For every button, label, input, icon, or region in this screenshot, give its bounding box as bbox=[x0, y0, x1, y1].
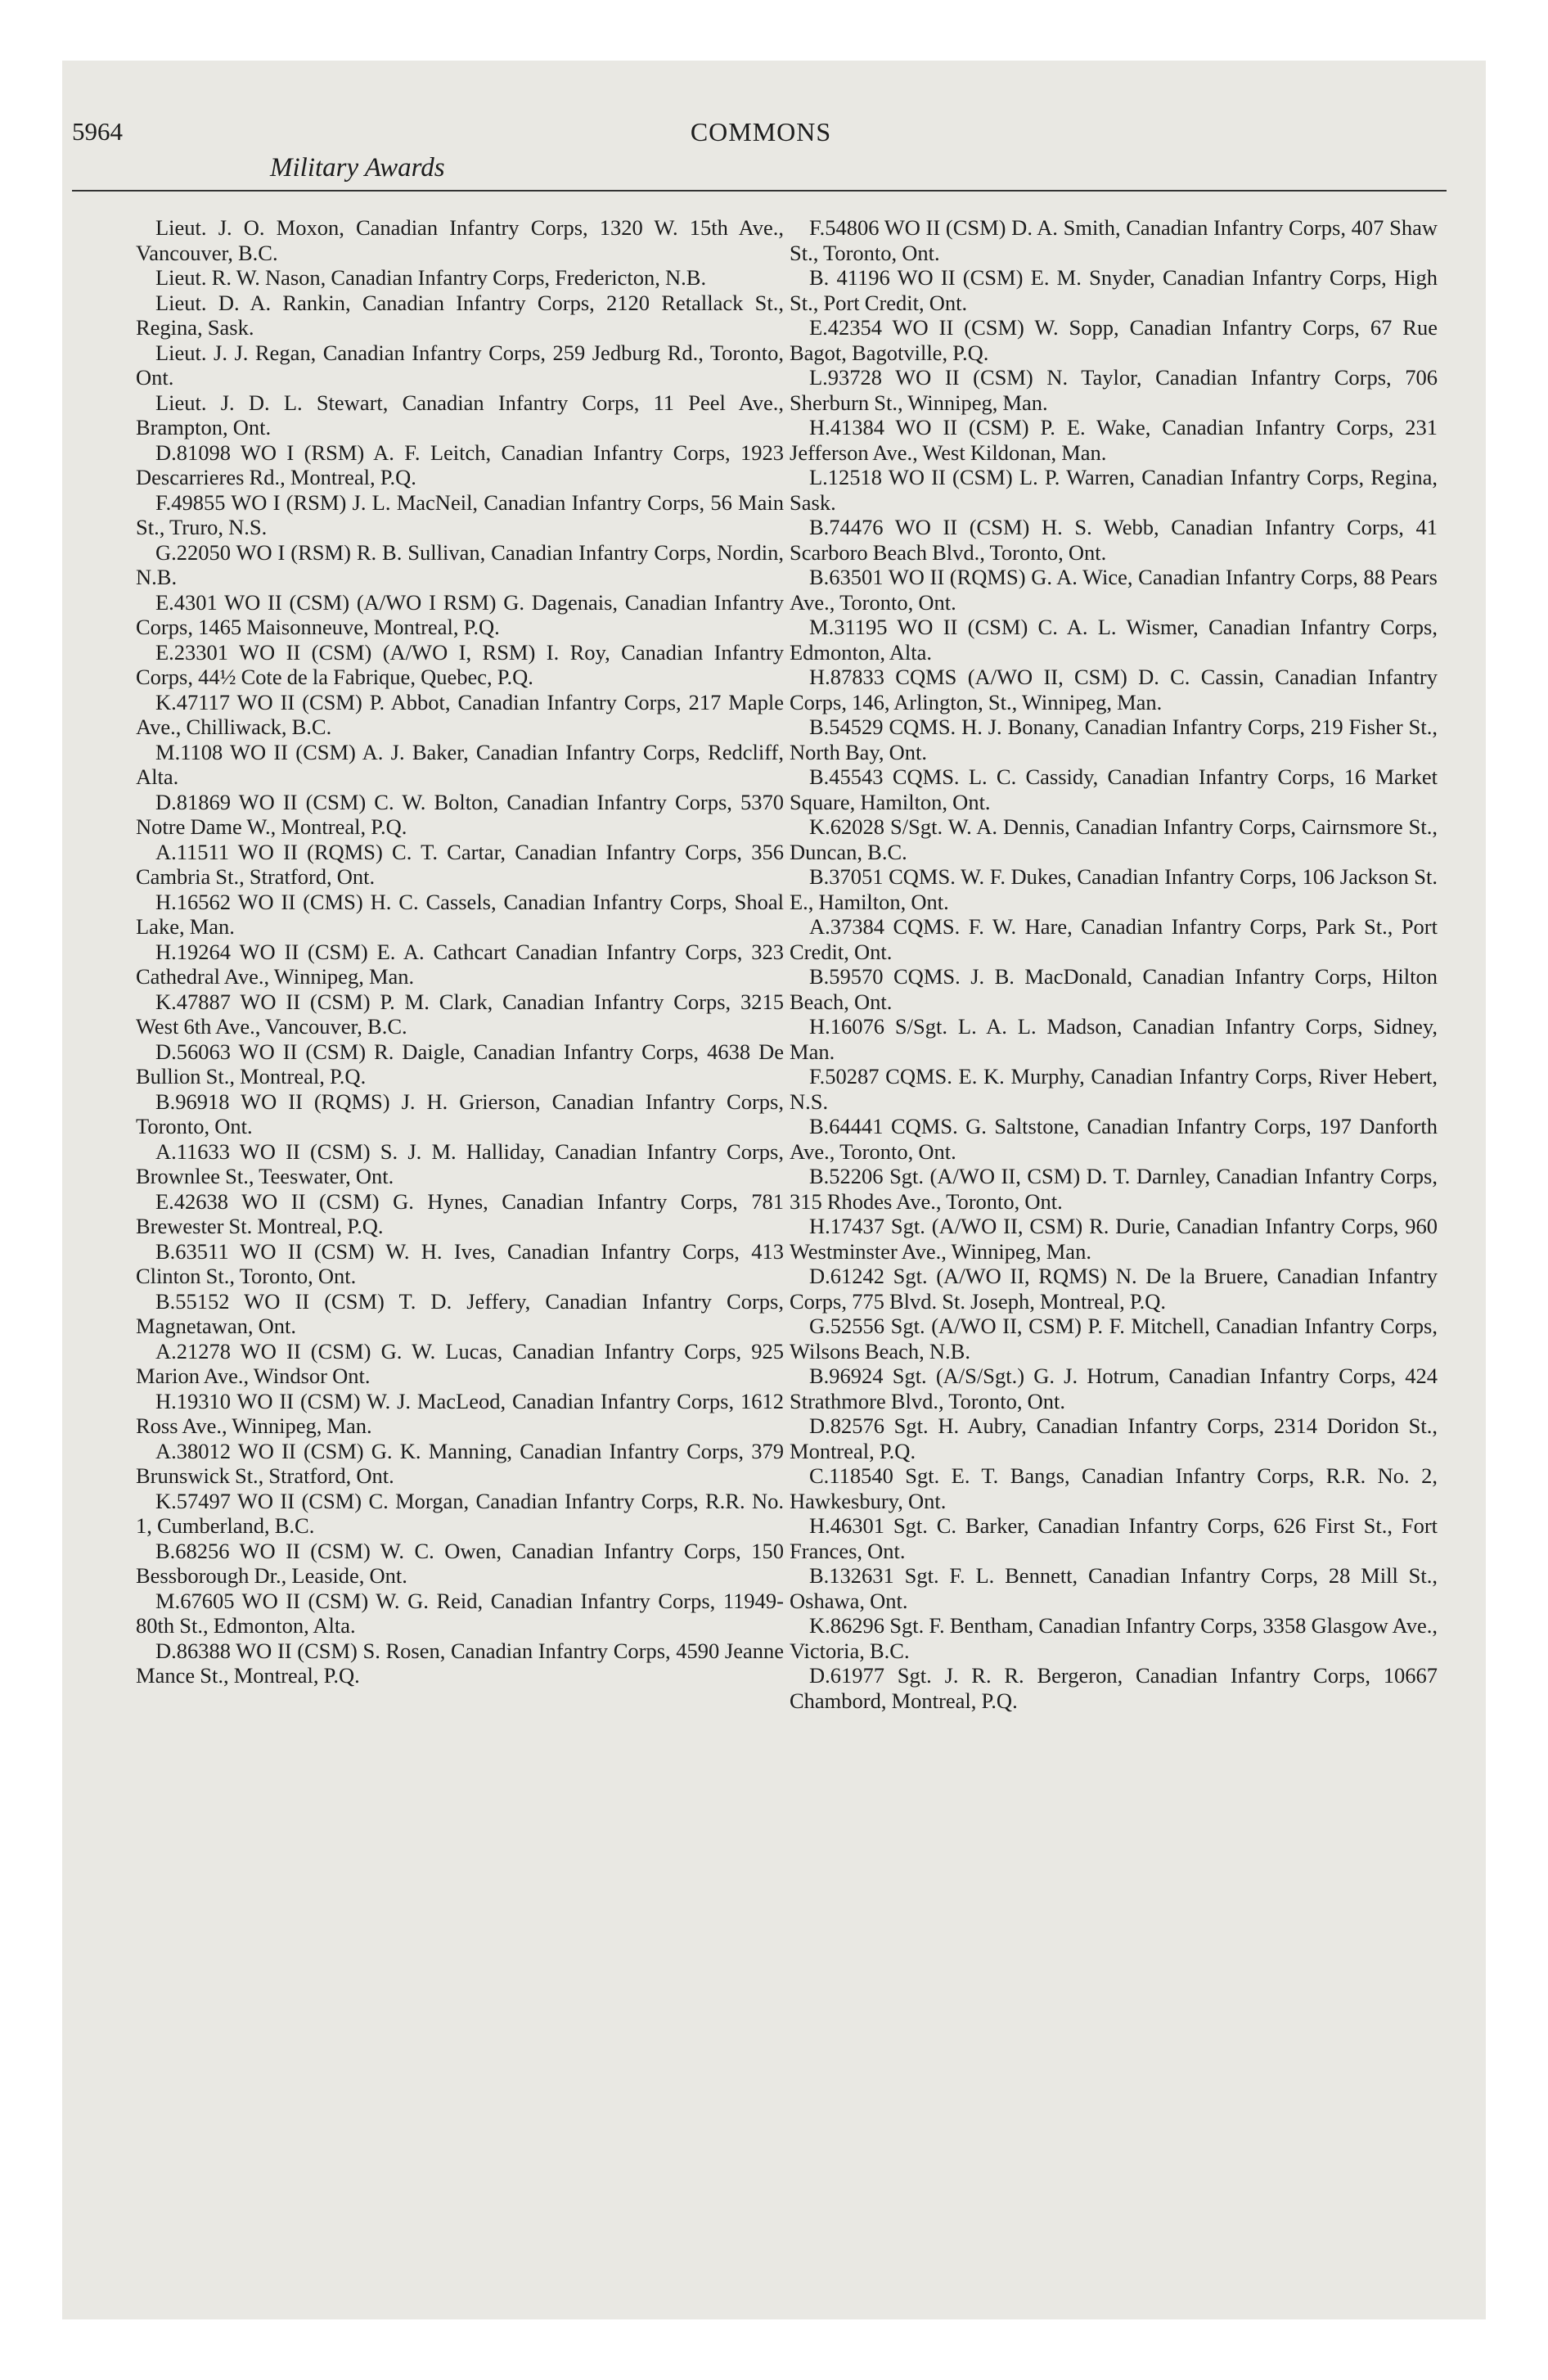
award-entry: E.42638 WO II (CSM) G. Hynes, Canadian Infantry Corps, 781 Brewester St. Montreal, P.Q. bbox=[136, 1188, 784, 1238]
award-entry: D.81098 WO I (RSM) A. F. Leitch, Canadian Infantry Corps, 1923 Descarrieres Rd., Montreal, P.Q. bbox=[136, 439, 784, 489]
page-number: 5964 bbox=[72, 117, 123, 146]
award-entry: B.74476 WO II (CSM) H. S. Webb, Canadian Infantry Corps, 41 Scarboro Beach Blvd., Toronto, Ont. bbox=[790, 515, 1438, 565]
award-entry: D.61977 Sgt. J. R. R. Bergeron, Canadian Infantry Corps, 10667 Chambord, Montreal, P.Q. bbox=[790, 1663, 1438, 1713]
award-entry: Lieut. J. J. Regan, Canadian Infantry Corps, 259 Jedburg Rd., Toronto, Ont. bbox=[136, 340, 784, 390]
award-entry: B.96924 Sgt. (A/S/Sgt.) G. J. Hotrum, Canadian Infantry Corps, 424 Strathmore Blvd., Toronto, Ont. bbox=[790, 1364, 1438, 1413]
award-entry: Lieut. R. W. Nason, Canadian Infantry Corps, Fredericton, N.B. bbox=[155, 265, 707, 290]
award-entry: M.31195 WO II (CSM) C. A. L. Wismer, Canadian Infantry Corps, Edmonton, Alta. bbox=[790, 615, 1438, 665]
award-entry: M.1108 WO II (CSM) A. J. Baker, Canadian Infantry Corps, Redcliff, Alta. bbox=[136, 739, 784, 789]
award-entry: K.47117 WO II (CSM) P. Abbot, Canadian Infantry Corps, 217 Maple Ave., Chilliwack, B.C. bbox=[136, 689, 784, 739]
award-entry: E.42354 WO II (CSM) W. Sopp, Canadian Infantry Corps, 67 Rue Bagot, Bagotville, P.Q. bbox=[790, 315, 1438, 365]
award-entry: D.61242 Sgt. (A/WO II, RQMS) N. De la Bruere, Canadian Infantry Corps, 775 Blvd. St. Joseph, Montreal, P.Q. bbox=[790, 1264, 1438, 1314]
award-entry: K.62028 S/Sgt. W. A. Dennis, Canadian Infantry Corps, Cairnsmore St., Duncan, B.C. bbox=[790, 814, 1438, 864]
award-entry: K.86296 Sgt. F. Bentham, Canadian Infantry Corps, 3358 Glasgow Ave., Victoria, B.C. bbox=[790, 1613, 1438, 1663]
section-title: COMMONS bbox=[690, 117, 832, 146]
award-entry: A.11511 WO II (RQMS) C. T. Cartar, Canadian Infantry Corps, 356 Cambria St., Stratford, Ont. bbox=[136, 839, 784, 889]
award-entry: H.41384 WO II (CSM) P. E. Wake, Canadian Infantry Corps, 231 Jefferson Ave., West Kildonan, Man. bbox=[790, 415, 1438, 465]
award-entry: D.56063 WO II (CSM) R. Daigle, Canadian Infantry Corps, 4638 De Bullion St., Montreal, P.Q. bbox=[136, 1039, 784, 1089]
award-entry: B.132631 Sgt. F. L. Bennett, Canadian Infantry Corps, 28 Mill St., Oshawa, Ont. bbox=[790, 1563, 1438, 1613]
award-entry: B.63511 WO II (CSM) W. H. Ives, Canadian Infantry Corps, 413 Clinton St., Toronto, Ont. bbox=[136, 1238, 784, 1288]
award-entry: B.63501 WO II (RQMS) G. A. Wice, Canadian Infantry Corps, 88 Pears Ave., Toronto, Ont. bbox=[790, 565, 1438, 615]
award-entry: Lieut. J. O. Moxon, Canadian Infantry Corps, 1320 W. 15th Ave., Vancouver, B.C. bbox=[136, 215, 784, 265]
award-entry: C.118540 Sgt. E. T. Bangs, Canadian Infantry Corps, R.R. No. 2, Hawkesbury, Ont. bbox=[790, 1463, 1438, 1513]
award-entry: H.46301 Sgt. C. Barker, Canadian Infantry Corps, 626 First St., Fort Frances, Ont. bbox=[790, 1513, 1438, 1563]
award-entry: Lieut. D. A. Rankin, Canadian Infantry Corps, 2120 Retallack St., Regina, Sask. bbox=[136, 290, 784, 340]
award-entry: M.67605 WO II (CSM) W. G. Reid, Canadian Infantry Corps, 11949-80th St., Edmonton, Alta. bbox=[136, 1588, 784, 1638]
award-entry: B.54529 CQMS. H. J. Bonany, Canadian Infantry Corps, 219 Fisher St., North Bay, Ont. bbox=[790, 714, 1438, 764]
award-entry: A.21278 WO II (CSM) G. W. Lucas, Canadian Infantry Corps, 925 Marion Ave., Windsor Ont. bbox=[136, 1338, 784, 1388]
award-entry: B.68256 WO II (CSM) W. C. Owen, Canadian Infantry Corps, 150 Bessborough Dr., Leaside, Ont. bbox=[136, 1538, 784, 1588]
award-entry: B.64441 CQMS. G. Saltstone, Canadian Infantry Corps, 197 Danforth Ave., Toronto, Ont. bbox=[790, 1114, 1438, 1164]
award-entry: H.19310 WO II (CSM) W. J. MacLeod, Canadian Infantry Corps, 1612 Ross Ave., Winnipeg, Man. bbox=[136, 1388, 784, 1438]
award-entry: F.50287 CQMS. E. K. Murphy, Canadian Infantry Corps, River Hebert, N.S. bbox=[790, 1064, 1438, 1114]
right-column bbox=[790, 215, 1438, 1713]
award-entry: A.11633 WO II (CSM) S. J. M. Halliday, Canadian Infantry Corps, Brownlee St., Teeswater, Ont. bbox=[136, 1138, 784, 1188]
award-entry: F.49855 WO I (RSM) J. L. MacNeil, Canadian Infantry Corps, 56 Main St., Truro, N.S. bbox=[136, 489, 784, 539]
award-entry: B.37051 CQMS. W. F. Dukes, Canadian Infantry Corps, 106 Jackson St. E., Hamilton, Ont. bbox=[790, 864, 1438, 914]
award-entry: H.16076 S/Sgt. L. A. L. Madson, Canadian Infantry Corps, Sidney, Man. bbox=[790, 1014, 1438, 1064]
award-entry: G.22050 WO I (RSM) R. B. Sullivan, Canadian Infantry Corps, Nordin, N.B. bbox=[136, 539, 784, 589]
award-entry: B.96918 WO II (RQMS) J. H. Grierson, Canadian Infantry Corps, Toronto, Ont. bbox=[136, 1089, 784, 1138]
award-entry: B.52206 Sgt. (A/WO II, CSM) D. T. Darnley, Canadian Infantry Corps, 315 Rhodes Ave., Toronto, Ont. bbox=[790, 1164, 1438, 1214]
award-entry: L.12518 WO II (CSM) L. P. Warren, Canadian Infantry Corps, Regina, Sask. bbox=[790, 465, 1438, 515]
award-entry: A.37384 CQMS. F. W. Hare, Canadian Infantry Corps, Park St., Port Credit, Ont. bbox=[790, 914, 1438, 964]
award-entry: B.55152 WO II (CSM) T. D. Jeffery, Canadian Infantry Corps, Magnetawan, Ont. bbox=[136, 1288, 784, 1338]
award-entry: H.19264 WO II (CSM) E. A. Cathcart Canadian Infantry Corps, 323 Cathedral Ave., Winnipeg, Man. bbox=[136, 939, 784, 989]
award-entry: L.93728 WO II (CSM) N. Taylor, Canadian Infantry Corps, 706 Sherburn St., Winnipeg, Man. bbox=[790, 365, 1438, 415]
award-entry: H.87833 CQMS (A/WO II, CSM) D. C. Cassin, Canadian Infantry Corps, 146, Arlington, St., Winnipeg, Man. bbox=[790, 665, 1438, 714]
award-entry: G.52556 Sgt. (A/WO II, CSM) P. F. Mitchell, Canadian Infantry Corps, Wilsons Beach, N.B. bbox=[790, 1314, 1438, 1364]
award-entry: Lieut. J. D. L. Stewart, Canadian Infantry Corps, 11 Peel Ave., Brampton, Ont. bbox=[136, 390, 784, 439]
award-entry: F.54806 WO II (CSM) D. A. Smith, Canadian Infantry Corps, 407 Shaw St., Toronto, Ont. bbox=[790, 215, 1438, 265]
award-entry: H.17437 Sgt. (A/WO II, CSM) R. Durie, Canadian Infantry Corps, 960 Westminster Ave., Winnipeg, Man. bbox=[790, 1214, 1438, 1264]
left-column bbox=[136, 215, 784, 1688]
award-entry: K.47887 WO II (CSM) P. M. Clark, Canadian Infantry Corps, 3215 West 6th Ave., Vancouver, B.C. bbox=[136, 989, 784, 1039]
award-entry: K.57497 WO II (CSM) C. Morgan, Canadian Infantry Corps, R.R. No. 1, Cumberland, B.C. bbox=[136, 1488, 784, 1538]
award-entry: H.16562 WO II (CMS) H. C. Cassels, Canadian Infantry Corps, Shoal Lake, Man. bbox=[136, 889, 784, 939]
award-entry: B.45543 CQMS. L. C. Cassidy, Canadian Infantry Corps, 16 Market Square, Hamilton, Ont. bbox=[790, 764, 1438, 814]
award-entry: D.86388 WO II (CSM) S. Rosen, Canadian Infantry Corps, 4590 Jeanne Mance St., Montreal, P.Q. bbox=[136, 1638, 784, 1688]
award-entry: E.23301 WO II (CSM) (A/WO I, RSM) I. Roy, Canadian Infantry Corps, 44½ Cote de la Fabrique, Quebec, P.Q. bbox=[136, 639, 784, 689]
award-entry: B.59570 CQMS. J. B. MacDonald, Canadian Infantry Corps, Hilton Beach, Ont. bbox=[790, 964, 1438, 1014]
running-head: Military Awards bbox=[270, 153, 445, 183]
award-entry: D.82576 Sgt. H. Aubry, Canadian Infantry Corps, 2314 Doridon St., Montreal, P.Q. bbox=[790, 1413, 1438, 1463]
award-entry: D.81869 WO II (CSM) C. W. Bolton, Canadian Infantry Corps, 5370 Notre Dame W., Montreal, P.Q. bbox=[136, 789, 784, 839]
award-entry: B. 41196 WO II (CSM) E. M. Snyder, Canadian Infantry Corps, High St., Port Credit, Ont. bbox=[790, 265, 1438, 315]
award-entry: A.38012 WO II (CSM) G. K. Manning, Canadian Infantry Corps, 379 Brunswick St., Stratford, Ont. bbox=[136, 1438, 784, 1488]
award-entry: E.4301 WO II (CSM) (A/WO I RSM) G. Dagenais, Canadian Infantry Corps, 1465 Maisonneuve, Montreal, P.Q. bbox=[136, 589, 784, 639]
header-rule bbox=[72, 190, 1447, 192]
